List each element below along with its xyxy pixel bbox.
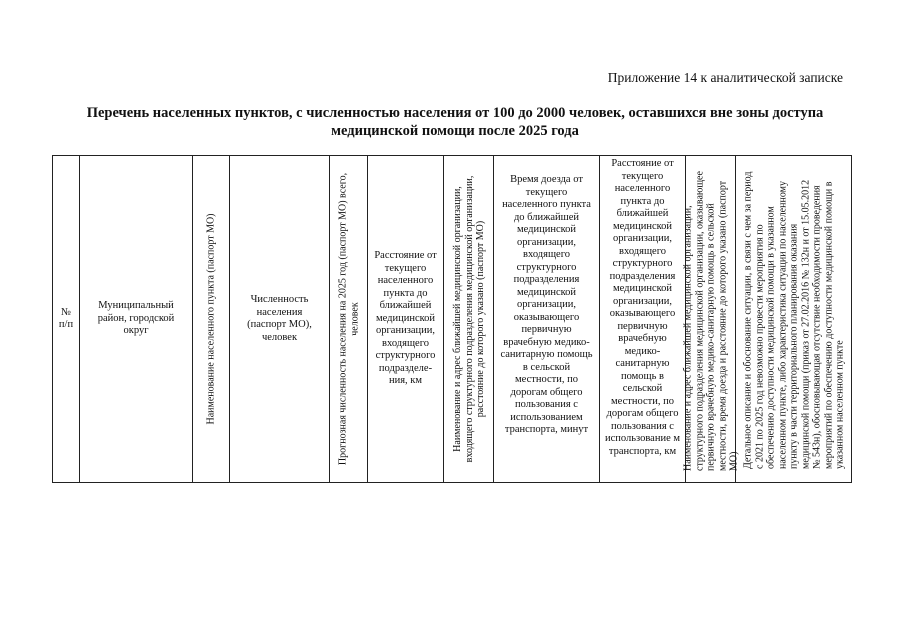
col-header-justification: Детальное описание и обоснование ситуации, в связи с чем за период с 2021 по 2025 год невозможно провести мероприятия по обеспечению доступности медицинской помощи в указанном населенном пункте, либо характеристика ситуации по населенному пункту в части территориального планирования оказания медицинской помощи (приказ от 27.02.2016 № 132н и от 15.05.2012 № 543н), обосновывающая отсутствие необходимости проведения мероприятий по обеспечению доступности медицинской помощи в указанном населенном пункте	[736, 156, 852, 483]
table-header-row	[53, 156, 852, 483]
col-header-travel-time: Время доезда от текущего населенного пункта до ближайшей медицинской организации, входящего структурного подразделения медицинской организации, оказывающего первичную врачебную медико-санитарную помощь в сельской местности, по дорогам общего пользования с использованием транспорта, минут	[494, 156, 600, 483]
col-header-primary-care-organization: Наименование и адрес ближайшей медицинской организации, структурного подразделения медицинской организации, оказывающее первичную врачебную медико-санитарную помощь в сельской местности, время доезда и расстояние до которого указано (паспорт МО)	[686, 156, 736, 483]
col-header-forecast-population: Прогнозная численность населения на 2025 год (паспорт МО) всего, человек	[330, 156, 368, 483]
settlements-table	[52, 155, 852, 483]
col-header-district: Муниципальный район, городской округ	[80, 156, 193, 483]
col-header-number: № п/п	[53, 156, 80, 483]
col-header-distance-nearest: Расстояние от текущего населенного пункта до ближайшей медицинской организации, входящего структурного подразделе-ния, км	[368, 156, 444, 483]
col-header-travel-distance: Расстояние от текущего населенного пункта до ближайшей медицинской организации, входящего структурного подразделения медицинской организации, оказывающего первичную врачебную медико-санитарную помощь в сельской местности, по дорогам общего пользования с использование м транспорта, км	[600, 156, 686, 483]
document-title: Перечень населенных пунктов, с численностью населения от 100 до 2000 человек, оставшихся вне зоны доступа медицинской помощи после 2025 года	[86, 105, 824, 139]
appendix-note: Приложение 14 к аналитической записке	[607, 70, 843, 85]
col-header-population: Численность населения (паспорт МО), человек	[230, 156, 330, 483]
col-header-settlement-name: Наименование населенного пункта (паспорт МО)	[193, 156, 230, 483]
col-header-nearest-organization: Наименование и адрес ближайшей медицинской организации, входящего структурного подразделения медицинской организации, расстояние до которого указано (паспорт МО)	[444, 156, 494, 483]
